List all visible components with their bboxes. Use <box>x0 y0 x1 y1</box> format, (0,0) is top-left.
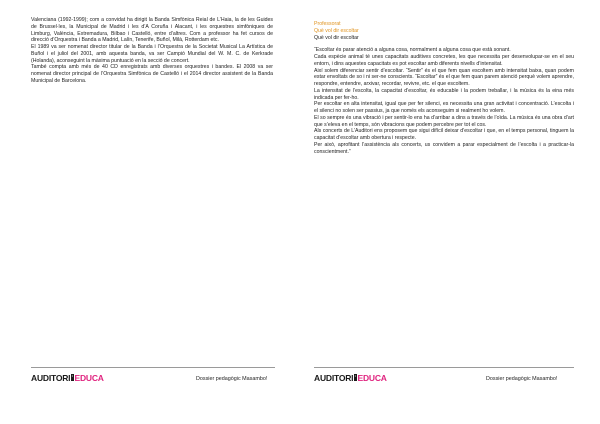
logo-separator: · <box>354 374 357 380</box>
section-kicker-2: Què vol dir escoltar <box>314 27 359 34</box>
right-paragraph-1: “Escoltar és parar atenció a alguna cosa, normalment a alguna cosa que està sonant. <box>314 47 511 54</box>
left-paragraph-3: També compta amb més de 40 CD enregistrats amb diverses orquestres i bandes. El 2008 va ser nomenat director principal de l’Orquestra Simfònica de Castelló i el 2014 director assistent de la Banda Municipal de Barcelona. <box>31 64 273 84</box>
right-body <box>314 21 574 155</box>
auditori-educa-logo <box>314 373 387 382</box>
right-paragraph-5: Per escoltar en alta intensitat, igual que per fer silenci, es necessita una gran activitat i concentració. L’escolta i el silenci no solen ser passius, ja que només els aconseguim si realment ho volem. <box>314 101 574 115</box>
left-body <box>31 17 273 85</box>
auditori-educa-logo <box>31 373 104 382</box>
right-paragraph-4: La intensitat de l’escolta, la capacitat d’escoltar, és educable i la podem treballar, i la música és la eina més indicada per fer-ho. <box>314 87 574 101</box>
section-kicker: Professorat <box>314 21 341 27</box>
footer-dossier-title: Dossier pedagògic Masambo! <box>196 376 268 382</box>
right-paragraph-6: El so sempre és una vibració i per sentir-lo ens ha d’arribar a dins a través de l’oïda. La música és una obra d’art que s’eleva en el temps, són vibracions que podem percebre per tot el cos. <box>314 114 574 128</box>
footer-divider <box>314 367 574 368</box>
footer-divider <box>31 367 275 368</box>
right-paragraph-3: Així solem diferenciar sentir d’escoltar. “Sentir” és el que fem quan escoltem amb intensitat baixa, quan podem estar envoltats de so i ni ser-ne conscients. “Escoltar” és el que fem quan parem atenció perquè volem aprendre, respondre, entendre, arxivar, recordar, revivre, etc. el que escoltem. <box>314 67 574 88</box>
section-subhead: Què vol dir escoltar <box>314 34 359 41</box>
right-paragraph-7: Als concerts de L’Auditori ens proposem que sigui difícil deixar d’escoltar i que, en el temps personal, tinguem la capacitat d’escoltar amb obertura i respecte. <box>314 128 574 142</box>
logo-text-auditori: AUDITORI <box>31 372 71 383</box>
logo-text-educa: EDUCA <box>357 372 387 383</box>
logo-separator: · <box>71 374 74 380</box>
logo-text-auditori: AUDITORI <box>314 372 354 383</box>
left-paragraph-2: El 1989 va ser nomenat director titular de la Banda i l’Orquestra de la Societat Musical La Artística de Buñol i el juliol del 2001, amb aquesta banda, va ser Campió Mundial del W. M. C. de Kerkrade (Holanda), aconseguint la màxima puntuació en la secció de concert. <box>31 44 273 64</box>
logo-text-educa: EDUCA <box>74 372 104 383</box>
left-paragraph-1: Valenciana (1992-1999); com a convidat ha dirigit la Banda Simfònica Reial de L’Haia, la de les Guides de Brussel·les, la Municipal de Madrid i les d’A Coruña i Alacant, i les orquestres simfòniques de Limburg, València, Extremadura, Bilbao i Castelló, entre d’altres. Com a professor ha fet cursos de direcció d’Orquestra i Banda a Madrid, Lalín, Tenerife, Buñol, Milà, Rotterdam etc. <box>31 17 273 44</box>
right-page <box>300 0 600 424</box>
footer-dossier-title: Dossier pedagògic Masambo! <box>486 376 558 382</box>
right-paragraph-2: Cada espècie animal té unes capacitats auditives concretes, les que necessita per desenvolupar-se en el seu entorn, i dins aquestes capacitats es pot escoltar amb diferents nivells d’intensitat. <box>314 54 574 67</box>
right-paragraph-8: Per això, aprofitant l’assistència als concerts, us convidem a parar especialment de l’escolta i a practicar-la conscientment.” <box>314 141 574 155</box>
